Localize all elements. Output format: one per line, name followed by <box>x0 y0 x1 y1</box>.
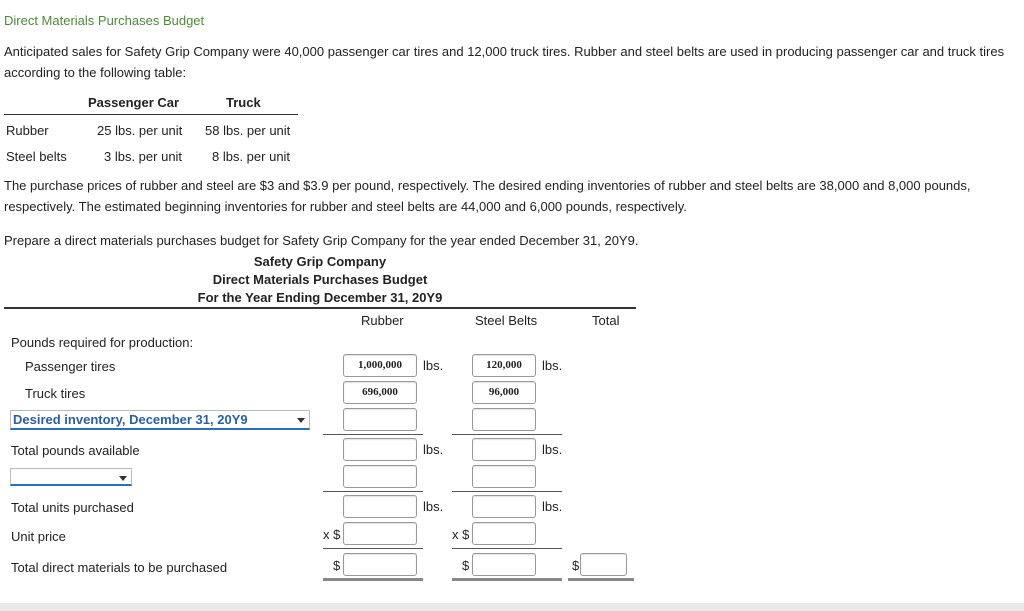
less-select[interactable] <box>10 468 132 486</box>
rubber-total-input[interactable] <box>343 553 417 576</box>
prices-text: The purchase prices of rubber and steel are $3 and $3.9 per pound, respectively. The desired ending inventories of rubber and steel belts are 38,000 and 8,000 pounds, respectively. The estimated beginning inventories for rubber and steel belts are 44,000 and 6,000 pounds, respectively. <box>4 178 971 214</box>
steel-passenger-unit: lbs. <box>542 358 563 373</box>
label-total-pounds-available: Total pounds available <box>11 443 140 458</box>
rubber-total-rule <box>323 548 423 549</box>
chevron-down-icon <box>297 418 305 423</box>
steel-desired-input[interactable] <box>472 408 536 431</box>
table-divider <box>4 114 298 115</box>
table-cell-steel-car: 3 lbs. per unit <box>104 149 183 164</box>
label-unit-price: Unit price <box>11 529 66 544</box>
steel-passenger-input[interactable]: 120,000 <box>472 354 536 377</box>
steel-units-purchased-unit: lbs. <box>542 499 563 514</box>
steel-subtotal-rule <box>452 434 562 435</box>
steel-unit-price-input[interactable] <box>472 522 536 545</box>
steel-total-input[interactable] <box>472 553 536 576</box>
steel-unit-price-symbol: x $ <box>452 527 470 542</box>
table-header-truck: Truck <box>226 95 261 110</box>
steel-truck-input[interactable]: 96,000 <box>472 381 536 404</box>
desired-inventory-select-value: Desired inventory, December 31, 20Y9 <box>13 412 248 427</box>
label-passenger-tires: Passenger tires <box>25 359 116 374</box>
rubber-total-available-unit: lbs. <box>423 442 444 457</box>
steel-total-rule <box>452 548 562 549</box>
chevron-down-icon <box>119 476 127 481</box>
grand-total-dollar: $ <box>572 558 580 573</box>
steel-double-rule <box>452 578 562 581</box>
intro-text: Anticipated sales for Safety Grip Company were 40,000 passenger car tires and 12,000 truck tires. Rubber and steel belts are used in producing passenger car and truck tires according to the following table: <box>4 44 1005 80</box>
column-header-rubber: Rubber <box>361 313 404 328</box>
steel-total-available-unit: lbs. <box>542 442 563 457</box>
steel-units-rule <box>452 491 562 492</box>
grand-total-double-rule <box>568 578 634 581</box>
steel-total-available-input[interactable] <box>472 438 536 461</box>
rubber-double-rule <box>323 578 423 581</box>
column-header-steel: Steel Belts <box>475 313 538 328</box>
page-heading: Direct Materials Purchases Budget <box>4 13 205 28</box>
table-header-passenger-car: Passenger Car <box>88 95 180 110</box>
table-cell-rubber-car: 25 lbs. per unit <box>97 123 183 138</box>
label-truck-tires: Truck tires <box>25 386 86 401</box>
column-header-total: Total <box>592 313 620 328</box>
rubber-truck-input[interactable]: 696,000 <box>343 381 417 404</box>
rubber-unit-price-input[interactable] <box>343 522 417 545</box>
rubber-units-rule <box>323 491 423 492</box>
rubber-less-input[interactable] <box>343 465 417 488</box>
rubber-unit-price-symbol: x $ <box>323 527 341 542</box>
table-row-label-steel: Steel belts <box>6 149 67 164</box>
rubber-total-available-input[interactable] <box>343 438 417 461</box>
desired-inventory-select[interactable] <box>10 410 310 430</box>
rubber-units-purchased-input[interactable] <box>343 495 417 518</box>
steel-total-dollar: $ <box>462 558 470 573</box>
instruction-text: Prepare a direct materials purchases budget for Safety Grip Company for the year ended December 31, 20Y9. <box>4 233 639 248</box>
table-cell-rubber-truck: 58 lbs. per unit <box>205 123 291 138</box>
steel-units-purchased-input[interactable] <box>472 495 536 518</box>
rubber-desired-input[interactable] <box>343 408 417 431</box>
grand-total-input[interactable] <box>580 553 627 576</box>
bottom-scroll-bar <box>0 603 1024 611</box>
label-total-units-purchased: Total units purchased <box>11 500 134 515</box>
label-total-direct-materials: Total direct materials to be purchased <box>11 560 228 575</box>
rubber-units-purchased-unit: lbs. <box>423 499 444 514</box>
rubber-passenger-unit: lbs. <box>423 358 444 373</box>
table-cell-steel-truck: 8 lbs. per unit <box>212 149 291 164</box>
rubber-subtotal-rule <box>323 434 423 435</box>
budget-period: For the Year Ending December 31, 20Y9 <box>197 290 443 305</box>
budget-title: Direct Materials Purchases Budget <box>212 272 428 287</box>
label-pounds-required: Pounds required for production: <box>11 335 194 350</box>
steel-less-input[interactable] <box>472 465 536 488</box>
rubber-total-dollar: $ <box>333 558 341 573</box>
budget-header-rule <box>4 307 636 309</box>
budget-company: Safety Grip Company <box>253 254 387 269</box>
table-row-label-rubber: Rubber <box>6 123 49 138</box>
rubber-passenger-input[interactable]: 1,000,000 <box>343 354 417 377</box>
